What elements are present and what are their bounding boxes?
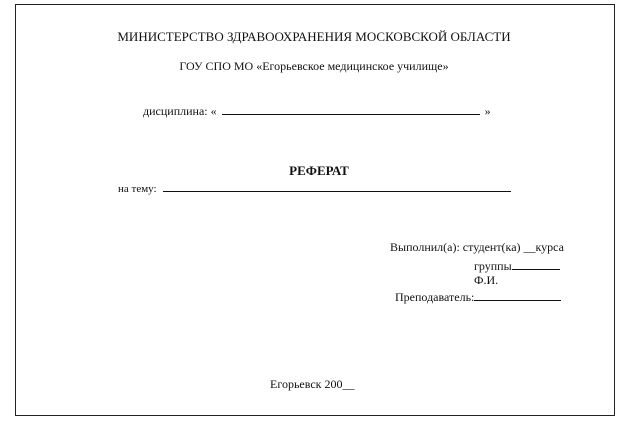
city-year: Егорьевск 200__ — [270, 377, 355, 391]
topic-row — [118, 181, 511, 195]
document-title: РЕФЕРАТ — [289, 163, 349, 178]
discipline-label: дисциплина: — [143, 104, 208, 118]
group-blank-line — [512, 259, 560, 270]
fio-label: Ф.И. — [474, 273, 499, 287]
teacher-blank-line — [474, 290, 561, 301]
discipline-row — [143, 103, 491, 117]
school-name: ГОУ СПО МО «Егорьевское медицинское училище» — [179, 59, 449, 73]
discipline-open-quote: « — [210, 104, 217, 118]
ministry-heading: МИНИСТЕРСТВО ЗДРАВООХРАНЕНИЯ МОСКОВСКОЙ ОБЛАСТИ — [117, 29, 511, 44]
discipline-blank-line — [222, 103, 480, 115]
topic-blank-line — [163, 181, 511, 192]
group-row — [474, 259, 560, 272]
topic-label: на тему: — [118, 183, 157, 195]
group-label: группы — [474, 259, 512, 273]
done-by-line: Выполнил(а): студент(ка) __курса — [390, 240, 564, 254]
teacher-label: Преподаватель: — [395, 290, 475, 304]
teacher-row — [395, 290, 561, 303]
discipline-close-quote: » — [484, 104, 491, 118]
